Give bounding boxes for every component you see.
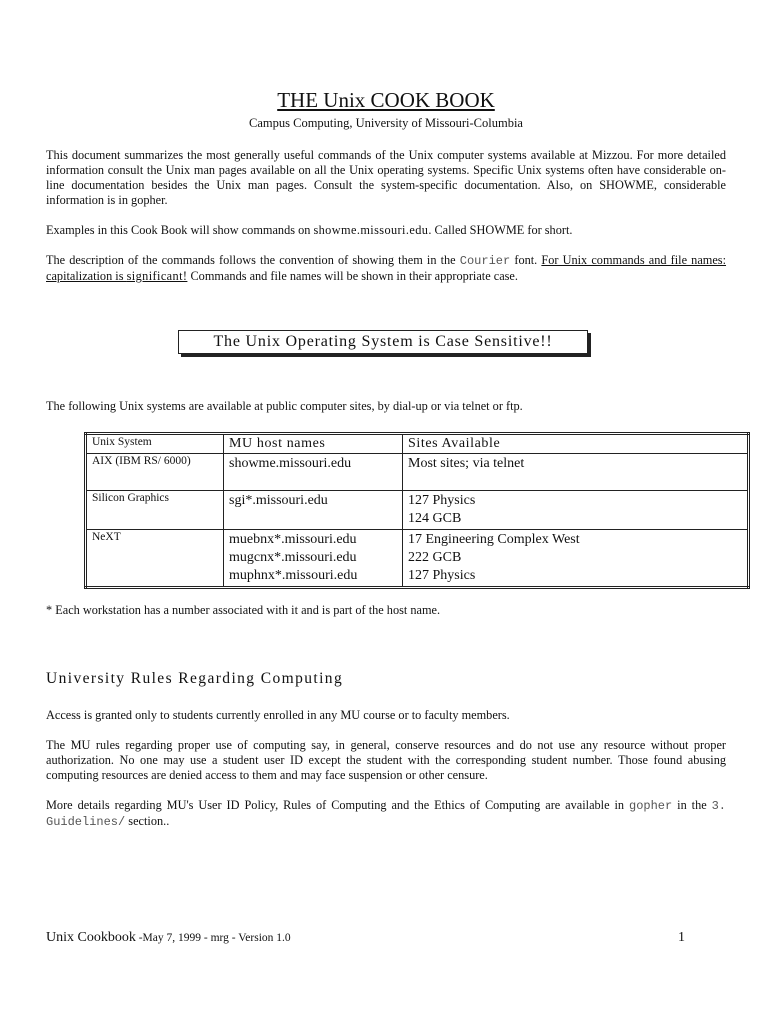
site-name: Most sites; via telnet — [408, 456, 525, 471]
hosts-cell — [224, 491, 403, 530]
intro-paragraph-1: This document summarizes the most generally useful commands of the Unix computer systems available at Mizzou. For more detailed information consult the Unix man pages available on all the Unix operating systems. Specific Unix systems often have considerable on-line documentation besides the Unix man pages. Consult the system-specific documentation. Also, on SHOWME, considerable information is in gopher. — [46, 148, 726, 207]
unix-systems-table — [84, 432, 750, 589]
page-number: 1 — [678, 930, 685, 945]
table-footnote: * Each workstation has a number associated with it and is part of the host name. — [46, 603, 441, 617]
rules-heading: University Rules Regarding Computing — [46, 670, 344, 687]
table-header-row — [86, 434, 749, 454]
p3-rules-pre: More details regarding MU's User ID Policy, Rules of Computing and the Ethics of Computing are available in — [46, 798, 629, 812]
rules-paragraph-2: The MU rules regarding proper use of computing say, in general, conserve resources and do not use any resource without proper authorization. No one may use a student user ID except the student with the corresponding student number. Those found abusing computing resources are denied access to them and may face suspension or other censure. — [46, 738, 726, 782]
p3-post: Commands and file names will be shown in their appropriate case. — [187, 269, 518, 283]
p3-rules-mid: in the — [672, 798, 712, 812]
host-name: muebnx*.missouri.edu — [229, 532, 357, 547]
header-sites-available: Sites Available — [403, 434, 749, 454]
systems-intro: The following Unix systems are available at public computer sites, by dial-up or via telnet or ftp. — [46, 399, 523, 413]
system-cell: NeXT — [86, 530, 224, 588]
table-row — [86, 530, 749, 588]
table-row — [86, 491, 749, 530]
site-name: 222 GCB — [408, 550, 462, 565]
p3-underline-2: significant! — [126, 269, 188, 283]
guidelines-section: 3. Guidelines/ — [46, 799, 727, 829]
host-name: sgi*.missouri.edu — [229, 493, 328, 508]
sites-cell — [403, 491, 749, 530]
hosts-cell — [224, 530, 403, 588]
gopher-link: gopher — [629, 799, 673, 813]
header-mu-host-names: MU host names — [224, 434, 403, 454]
p2-host: showme.missouri.edu — [313, 223, 429, 237]
p3-rules-post: section.. — [125, 814, 170, 828]
document-subtitle: Campus Computing, University of Missouri-Columbia — [249, 116, 523, 130]
rules-paragraph-3 — [46, 798, 726, 830]
host-name: mugcnx*.missouri.edu — [229, 550, 357, 565]
rules-paragraph-1: Access is granted only to students currently enrolled in any MU course or to faculty members. — [46, 708, 510, 722]
host-name: muphnx*.missouri.edu — [229, 568, 358, 583]
case-sensitive-callout: The Unix Operating System is Case Sensitive!! — [178, 330, 588, 354]
footer-meta: -May 7, 1999 - mrg - Version 1.0 — [135, 932, 291, 944]
site-name: 17 Engineering Complex West — [408, 532, 580, 547]
sites-cell — [403, 530, 749, 588]
p3-underline-1: For Unix commands and file names: capitalization is — [46, 253, 727, 283]
p3-mid: font. — [510, 253, 542, 267]
page-footer — [46, 930, 726, 946]
footer-name: Unix Cookbook — [46, 930, 136, 945]
site-name: 124 GCB — [408, 511, 462, 526]
intro-paragraph-2 — [46, 223, 726, 238]
site-name: 127 Physics — [408, 493, 476, 508]
intro-paragraph-3 — [46, 253, 726, 284]
p3-pre: The description of the commands follows the convention of showing them in the — [46, 253, 460, 267]
sites-cell — [403, 454, 749, 491]
p2-pre: Examples in this Cook Book will show commands on — [46, 223, 314, 237]
system-cell: Silicon Graphics — [86, 491, 224, 530]
hosts-cell — [224, 454, 403, 491]
system-cell: AIX (IBM RS/ 6000) — [86, 454, 224, 491]
host-name: showme.missouri.edu — [229, 456, 352, 471]
site-name: 127 Physics — [408, 568, 476, 583]
courier-font-sample: Courier — [459, 254, 511, 268]
p2-post: . Called SHOWME for short. — [428, 223, 573, 237]
table-row — [86, 454, 749, 491]
header-unix-system: Unix System — [86, 434, 224, 454]
document-title: THE Unix COOK BOOK — [277, 88, 495, 112]
